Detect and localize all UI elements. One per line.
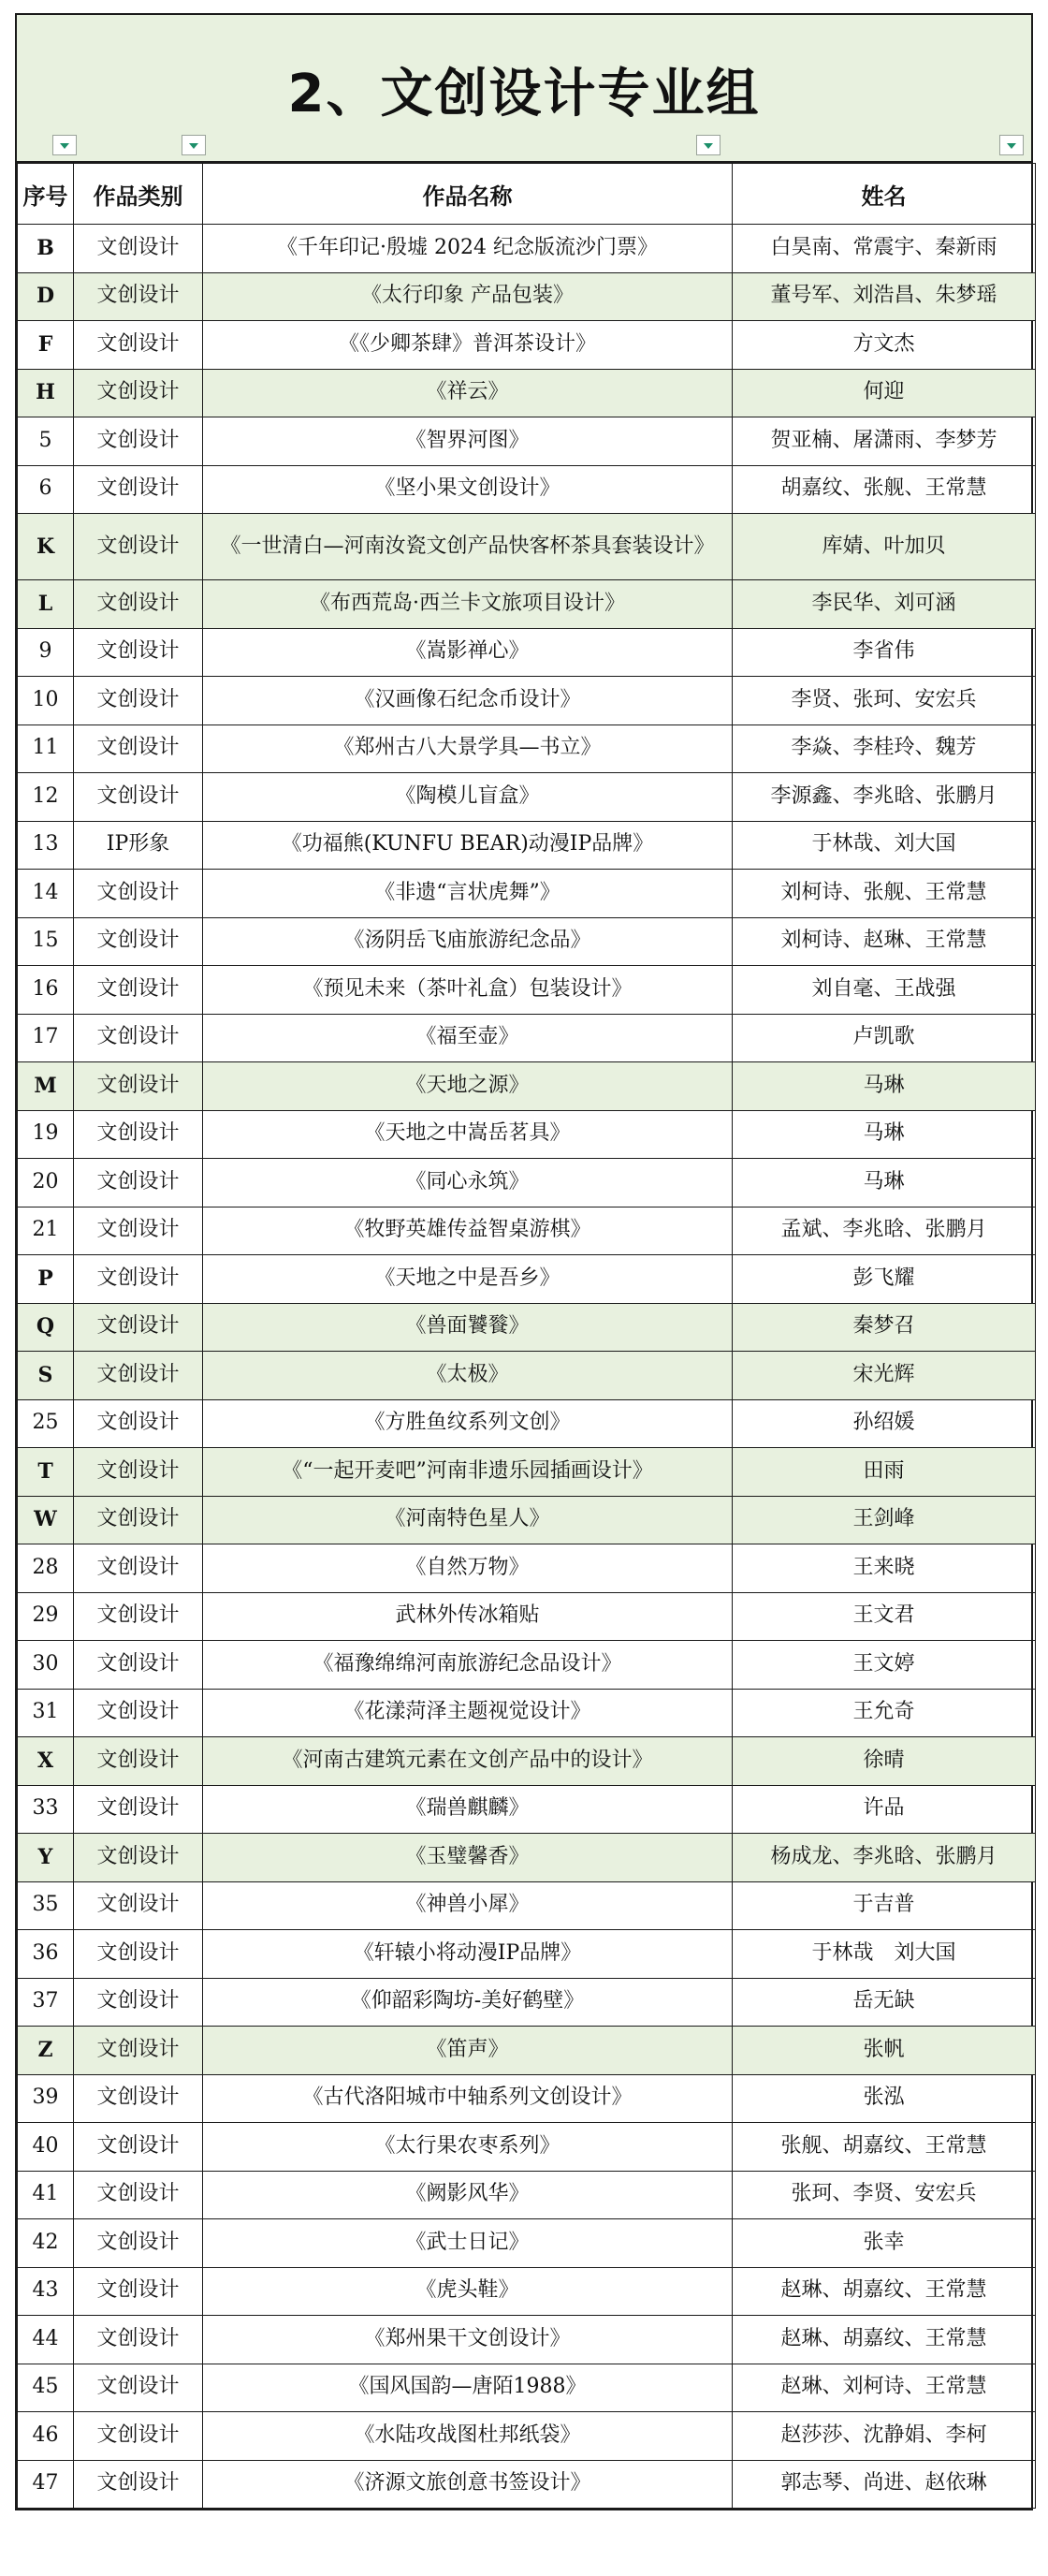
table-row <box>18 1303 1036 1352</box>
cell-category[interactable]: 文创设计 <box>74 2027 203 2075</box>
cell-number[interactable]: 44 <box>18 2316 74 2364</box>
cell-work-title[interactable]: 《天地之中是吾乡》 <box>203 1255 733 1304</box>
table-row <box>18 870 1036 918</box>
cell-number[interactable]: T <box>18 1448 74 1497</box>
cell-work-title[interactable]: 《同心永筑》 <box>203 1159 733 1208</box>
cell-names[interactable]: 赵琳、刘柯诗、王常慧 <box>733 2364 1036 2412</box>
cell-number[interactable]: 35 <box>18 1881 74 1930</box>
table-row <box>18 2316 1036 2364</box>
table-row <box>18 1159 1036 1208</box>
header-names[interactable]: 姓名 <box>733 164 1036 225</box>
cell-number[interactable]: Y <box>18 1834 74 1882</box>
table-row <box>18 1592 1036 1641</box>
cell-work-title[interactable]: 《天地之源》 <box>203 1062 733 1111</box>
cell-category[interactable]: 文创设计 <box>74 1978 203 2027</box>
cell-work-title[interactable]: 《武士日记》 <box>203 2219 733 2268</box>
cell-category[interactable]: 文创设计 <box>74 514 203 580</box>
cell-category[interactable]: 文创设计 <box>74 1159 203 1208</box>
title-area <box>17 15 1031 163</box>
cell-work-title[interactable]: 《济源文旅创意书签设计》 <box>203 2460 733 2509</box>
cell-work-title[interactable]: 《千年印记·殷墟 2024 纪念版流沙门票》 <box>203 225 733 273</box>
cell-work-title[interactable]: 《古代洛阳城市中轴系列文创设计》 <box>203 2074 733 2123</box>
table-row <box>18 1255 1036 1304</box>
cell-work-title[interactable]: 《郑州果干文创设计》 <box>203 2316 733 2364</box>
cell-number[interactable]: Z <box>18 2027 74 2075</box>
table-row <box>18 2219 1036 2268</box>
cell-work-title[interactable]: 《预见未来（茶叶礼盒）包装设计》 <box>203 966 733 1015</box>
cell-names[interactable]: 马琳 <box>733 1110 1036 1159</box>
table-row <box>18 465 1036 514</box>
cell-names[interactable]: 徐晴 <box>733 1737 1036 1786</box>
table-row <box>18 1352 1036 1400</box>
cell-work-title[interactable]: 《汉画像石纪念币设计》 <box>203 677 733 725</box>
cell-number[interactable]: B <box>18 225 74 273</box>
cell-work-title[interactable]: 《瑞兽麒麟》 <box>203 1785 733 1834</box>
cell-names[interactable]: 贺亚楠、屠潇雨、李梦芳 <box>733 417 1036 466</box>
cell-names[interactable]: 胡嘉纹、张舰、王常慧 <box>733 465 1036 514</box>
cell-names[interactable]: 李贤、张珂、安宏兵 <box>733 677 1036 725</box>
cell-work-title[interactable]: 《虎头鞋》 <box>203 2267 733 2316</box>
cell-work-title[interactable]: 《汤阴岳飞庙旅游纪念品》 <box>203 917 733 966</box>
table-row <box>18 1110 1036 1159</box>
cell-names[interactable]: 孙绍媛 <box>733 1399 1036 1448</box>
cell-number[interactable]: 33 <box>18 1785 74 1834</box>
cell-work-title[interactable]: 《郑州古八大景学具—书立》 <box>203 724 733 773</box>
cell-number[interactable]: 39 <box>18 2074 74 2123</box>
cell-work-title[interactable]: 《河南特色星人》 <box>203 1496 733 1544</box>
table-row <box>18 2267 1036 2316</box>
cell-names[interactable]: 马琳 <box>733 1159 1036 1208</box>
table-row <box>18 2027 1036 2075</box>
cell-number[interactable]: 29 <box>18 1592 74 1641</box>
cell-work-title[interactable]: 《花漾菏泽主题视觉设计》 <box>203 1689 733 1737</box>
cell-names[interactable]: 刘柯诗、张舰、王常慧 <box>733 870 1036 918</box>
cell-work-title[interactable]: 《祥云》 <box>203 369 733 417</box>
cell-names[interactable]: 于吉普 <box>733 1881 1036 1930</box>
table-row <box>18 580 1036 629</box>
spreadsheet <box>15 13 1033 2510</box>
cell-category[interactable]: 文创设计 <box>74 2219 203 2268</box>
cell-category[interactable]: 文创设计 <box>74 417 203 466</box>
table-row <box>18 1689 1036 1737</box>
table-row <box>18 1641 1036 1690</box>
cell-category[interactable]: 文创设计 <box>74 465 203 514</box>
header-row <box>18 164 1036 225</box>
cell-number[interactable]: M <box>18 1062 74 1111</box>
cell-number[interactable]: 36 <box>18 1930 74 1979</box>
cell-number[interactable]: 40 <box>18 2123 74 2172</box>
table-row <box>18 773 1036 822</box>
cell-category[interactable]: 文创设计 <box>74 1930 203 1979</box>
cell-work-title[interactable]: 《“一起开麦吧”河南非遗乐园插画设计》 <box>203 1448 733 1497</box>
cell-category[interactable]: 文创设计 <box>74 2316 203 2364</box>
cell-names[interactable]: 李省伟 <box>733 628 1036 677</box>
cell-names[interactable]: 白昊南、常震宇、秦新雨 <box>733 225 1036 273</box>
cell-work-title[interactable]: 《《少卿茶肆》普洱茶设计》 <box>203 321 733 370</box>
cell-number[interactable]: D <box>18 272 74 321</box>
table-row <box>18 2123 1036 2172</box>
header-number[interactable]: 序号 <box>18 164 74 225</box>
cell-number[interactable]: 21 <box>18 1207 74 1255</box>
cell-number[interactable]: 9 <box>18 628 74 677</box>
cell-category[interactable]: 文创设计 <box>74 225 203 273</box>
cell-names[interactable]: 赵琳、胡嘉纹、王常慧 <box>733 2267 1036 2316</box>
cell-work-title[interactable]: 《功福熊(KUNFU BEAR)动漫IP品牌》 <box>203 821 733 870</box>
cell-work-title[interactable]: 《嵩影禅心》 <box>203 628 733 677</box>
cell-category[interactable]: 文创设计 <box>74 628 203 677</box>
cell-work-title[interactable]: 武林外传冰箱贴 <box>203 1592 733 1641</box>
cell-work-title[interactable]: 《福豫绵绵河南旅游纪念品设计》 <box>203 1641 733 1690</box>
cell-category[interactable]: 文创设计 <box>74 2123 203 2172</box>
cell-names[interactable]: 许品 <box>733 1785 1036 1834</box>
table-row <box>18 2460 1036 2509</box>
table-row <box>18 1978 1036 2027</box>
cell-number[interactable]: 37 <box>18 1978 74 2027</box>
cell-category[interactable]: 文创设计 <box>74 773 203 822</box>
cell-category[interactable]: 文创设计 <box>74 2074 203 2123</box>
cell-category[interactable]: 文创设计 <box>74 1737 203 1786</box>
cell-category[interactable]: IP形象 <box>74 821 203 870</box>
cell-category[interactable]: 文创设计 <box>74 2267 203 2316</box>
page-title: 2、文创设计专业组 <box>287 64 761 124</box>
cell-number[interactable]: K <box>18 514 74 580</box>
table-row <box>18 1881 1036 1930</box>
cell-number[interactable]: 16 <box>18 966 74 1015</box>
cell-number[interactable]: 45 <box>18 2364 74 2412</box>
cell-category[interactable]: 文创设计 <box>74 1207 203 1255</box>
cell-names[interactable]: 于林哉、刘大国 <box>733 821 1036 870</box>
cell-number[interactable]: 28 <box>18 1544 74 1593</box>
table-row <box>18 2171 1036 2219</box>
filter-dropdown-icon[interactable] <box>696 135 720 155</box>
table-row <box>18 225 1036 273</box>
cell-number[interactable]: L <box>18 580 74 629</box>
cell-category[interactable]: 文创设计 <box>74 1255 203 1304</box>
cell-category[interactable]: 文创设计 <box>74 369 203 417</box>
cell-work-title[interactable]: 《自然万物》 <box>203 1544 733 1593</box>
cell-work-title[interactable]: 《兽面饕餮》 <box>203 1303 733 1352</box>
cell-names[interactable]: 王来晓 <box>733 1544 1036 1593</box>
table-row <box>18 2074 1036 2123</box>
table-row <box>18 321 1036 370</box>
cell-work-title[interactable]: 《陶模儿盲盒》 <box>203 773 733 822</box>
table-row <box>18 1399 1036 1448</box>
cell-category[interactable]: 文创设计 <box>74 2460 203 2509</box>
cell-number[interactable]: W <box>18 1496 74 1544</box>
cell-number[interactable]: 42 <box>18 2219 74 2268</box>
cell-category[interactable]: 文创设计 <box>74 1062 203 1111</box>
cell-names[interactable]: 宋光辉 <box>733 1352 1036 1400</box>
table-row <box>18 724 1036 773</box>
cell-names[interactable]: 于林哉 刘大国 <box>733 1930 1036 1979</box>
cell-category[interactable]: 文创设计 <box>74 1592 203 1641</box>
cell-category[interactable]: 文创设计 <box>74 870 203 918</box>
cell-work-title[interactable]: 《河南古建筑元素在文创产品中的设计》 <box>203 1737 733 1786</box>
cell-category[interactable]: 文创设计 <box>74 677 203 725</box>
cell-category[interactable]: 文创设计 <box>74 580 203 629</box>
cell-work-title[interactable]: 《太极》 <box>203 1352 733 1400</box>
cell-category[interactable]: 文创设计 <box>74 1399 203 1448</box>
cell-category[interactable]: 文创设计 <box>74 1352 203 1400</box>
cell-work-title[interactable]: 《水陆攻战图杜邦纸袋》 <box>203 2412 733 2461</box>
cell-category[interactable]: 文创设计 <box>74 1448 203 1497</box>
cell-category[interactable]: 文创设计 <box>74 1834 203 1882</box>
cell-category[interactable]: 文创设计 <box>74 2171 203 2219</box>
cell-names[interactable]: 岳无缺 <box>733 1978 1036 2027</box>
cell-work-title[interactable]: 《仰韶彩陶坊-美好鹤壁》 <box>203 1978 733 2027</box>
cell-names[interactable]: 王文婷 <box>733 1641 1036 1690</box>
cell-number[interactable]: Q <box>18 1303 74 1352</box>
cell-names[interactable]: 库婧、叶加贝 <box>733 514 1036 580</box>
cell-number[interactable]: 47 <box>18 2460 74 2509</box>
cell-work-title[interactable]: 《福至壶》 <box>203 1014 733 1062</box>
cell-names[interactable]: 彭飞耀 <box>733 1255 1036 1304</box>
cell-number[interactable]: 46 <box>18 2412 74 2461</box>
cell-names[interactable]: 董号军、刘浩昌、朱梦瑶 <box>733 272 1036 321</box>
cell-number[interactable]: 25 <box>18 1399 74 1448</box>
table-row <box>18 628 1036 677</box>
table-row <box>18 417 1036 466</box>
cell-names[interactable]: 王文君 <box>733 1592 1036 1641</box>
cell-names[interactable]: 卢凯歌 <box>733 1014 1036 1062</box>
cell-names[interactable]: 张舰、胡嘉纹、王常慧 <box>733 2123 1036 2172</box>
cell-number[interactable]: S <box>18 1352 74 1400</box>
cell-category[interactable]: 文创设计 <box>74 321 203 370</box>
cell-number[interactable]: 11 <box>18 724 74 773</box>
cell-work-title[interactable]: 《神兽小犀》 <box>203 1881 733 1930</box>
table-row <box>18 966 1036 1015</box>
cell-work-title[interactable]: 《阙影风华》 <box>203 2171 733 2219</box>
cell-category[interactable]: 文创设计 <box>74 724 203 773</box>
cell-work-title[interactable]: 《笛声》 <box>203 2027 733 2075</box>
table-row <box>18 1014 1036 1062</box>
cell-number[interactable]: 31 <box>18 1689 74 1737</box>
table-row <box>18 1785 1036 1834</box>
cell-category[interactable]: 文创设计 <box>74 1110 203 1159</box>
cell-category[interactable]: 文创设计 <box>74 1881 203 1930</box>
cell-number[interactable]: X <box>18 1737 74 1786</box>
table-row <box>18 821 1036 870</box>
cell-names[interactable]: 赵琳、胡嘉纹、王常慧 <box>733 2316 1036 2364</box>
cell-names[interactable]: 郭志琴、尚进、赵依琳 <box>733 2460 1036 2509</box>
cell-number[interactable]: 41 <box>18 2171 74 2219</box>
cell-names[interactable]: 方文杰 <box>733 321 1036 370</box>
cell-names[interactable]: 张泓 <box>733 2074 1036 2123</box>
cell-number[interactable]: 13 <box>18 821 74 870</box>
cell-names[interactable]: 赵莎莎、沈静娟、李柯 <box>733 2412 1036 2461</box>
cell-work-title[interactable]: 《一世清白—河南汝瓷文创产品快客杯茶具套装设计》 <box>203 514 733 580</box>
cell-work-title[interactable]: 《坚小果文创设计》 <box>203 465 733 514</box>
filter-dropdown-icon[interactable] <box>182 135 206 155</box>
cell-names[interactable]: 刘柯诗、赵琳、王常慧 <box>733 917 1036 966</box>
cell-names[interactable]: 马琳 <box>733 1062 1036 1111</box>
cell-category[interactable]: 文创设计 <box>74 1014 203 1062</box>
table-row <box>18 369 1036 417</box>
cell-names[interactable]: 孟斌、李兆晗、张鹏月 <box>733 1207 1036 1255</box>
table-row <box>18 1930 1036 1979</box>
cell-names[interactable]: 何迎 <box>733 369 1036 417</box>
cell-number[interactable]: 20 <box>18 1159 74 1208</box>
cell-number[interactable]: 19 <box>18 1110 74 1159</box>
cell-number[interactable]: 6 <box>18 465 74 514</box>
cell-category[interactable]: 文创设计 <box>74 1689 203 1737</box>
cell-work-title[interactable]: 《玉璧馨香》 <box>203 1834 733 1882</box>
entries-table <box>17 163 1036 2509</box>
cell-category[interactable]: 文创设计 <box>74 272 203 321</box>
cell-category[interactable]: 文创设计 <box>74 1785 203 1834</box>
table-row <box>18 1544 1036 1593</box>
cell-number[interactable]: 14 <box>18 870 74 918</box>
cell-work-title[interactable]: 《太行印象 产品包装》 <box>203 272 733 321</box>
cell-work-title[interactable]: 《牧野英雄传益智桌游棋》 <box>203 1207 733 1255</box>
cell-names[interactable]: 秦梦召 <box>733 1303 1036 1352</box>
table-row <box>18 2364 1036 2412</box>
header-work-title[interactable]: 作品名称 <box>203 164 733 225</box>
cell-work-title[interactable]: 《轩辕小将动漫IP品牌》 <box>203 1930 733 1979</box>
table-row <box>18 272 1036 321</box>
cell-names[interactable]: 李焱、李桂玲、魏芳 <box>733 724 1036 773</box>
table-row <box>18 1207 1036 1255</box>
cell-work-title[interactable]: 《太行果农枣系列》 <box>203 2123 733 2172</box>
cell-category[interactable]: 文创设计 <box>74 1544 203 1593</box>
table-row <box>18 917 1036 966</box>
filter-dropdown-icon[interactable] <box>999 135 1024 155</box>
cell-names[interactable]: 李源鑫、李兆晗、张鹏月 <box>733 773 1036 822</box>
cell-names[interactable]: 王剑峰 <box>733 1496 1036 1544</box>
cell-names[interactable]: 田雨 <box>733 1448 1036 1497</box>
cell-category[interactable]: 文创设计 <box>74 2412 203 2461</box>
cell-category[interactable]: 文创设计 <box>74 1641 203 1690</box>
cell-work-title[interactable]: 《天地之中嵩岳茗具》 <box>203 1110 733 1159</box>
cell-number[interactable]: 5 <box>18 417 74 466</box>
table-row <box>18 1834 1036 1882</box>
cell-work-title[interactable]: 《非遗“言状虎舞”》 <box>203 870 733 918</box>
cell-names[interactable]: 杨成龙、李兆晗、张鹏月 <box>733 1834 1036 1882</box>
cell-category[interactable]: 文创设计 <box>74 1303 203 1352</box>
cell-work-title[interactable]: 《智界河图》 <box>203 417 733 466</box>
table-row <box>18 1448 1036 1497</box>
cell-category[interactable]: 文创设计 <box>74 1496 203 1544</box>
cell-category[interactable]: 文创设计 <box>74 917 203 966</box>
table-row <box>18 2412 1036 2461</box>
header-category[interactable]: 作品类别 <box>74 164 203 225</box>
table-row <box>18 1737 1036 1786</box>
cell-number[interactable]: P <box>18 1255 74 1304</box>
cell-names[interactable]: 张珂、李贤、安宏兵 <box>733 2171 1036 2219</box>
filter-dropdown-icon[interactable] <box>52 135 77 155</box>
cell-category[interactable]: 文创设计 <box>74 2364 203 2412</box>
cell-names[interactable]: 张帆 <box>733 2027 1036 2075</box>
table-row <box>18 1062 1036 1111</box>
cell-category[interactable]: 文创设计 <box>74 966 203 1015</box>
cell-work-title[interactable]: 《国风国韵—唐陌1988》 <box>203 2364 733 2412</box>
cell-number[interactable]: H <box>18 369 74 417</box>
table-row <box>18 514 1036 580</box>
cell-number[interactable]: 15 <box>18 917 74 966</box>
table-row <box>18 677 1036 725</box>
cell-names[interactable]: 王允奇 <box>733 1689 1036 1737</box>
cell-number[interactable]: 30 <box>18 1641 74 1690</box>
cell-names[interactable]: 张幸 <box>733 2219 1036 2268</box>
cell-number[interactable]: 10 <box>18 677 74 725</box>
cell-names[interactable]: 刘自毫、王战强 <box>733 966 1036 1015</box>
cell-work-title[interactable]: 《方胜鱼纹系列文创》 <box>203 1399 733 1448</box>
cell-names[interactable]: 李民华、刘可涵 <box>733 580 1036 629</box>
cell-number[interactable]: 12 <box>18 773 74 822</box>
cell-number[interactable]: F <box>18 321 74 370</box>
cell-work-title[interactable]: 《布西荒岛·西兰卡文旅项目设计》 <box>203 580 733 629</box>
table-row <box>18 1496 1036 1544</box>
cell-number[interactable]: 17 <box>18 1014 74 1062</box>
cell-number[interactable]: 43 <box>18 2267 74 2316</box>
